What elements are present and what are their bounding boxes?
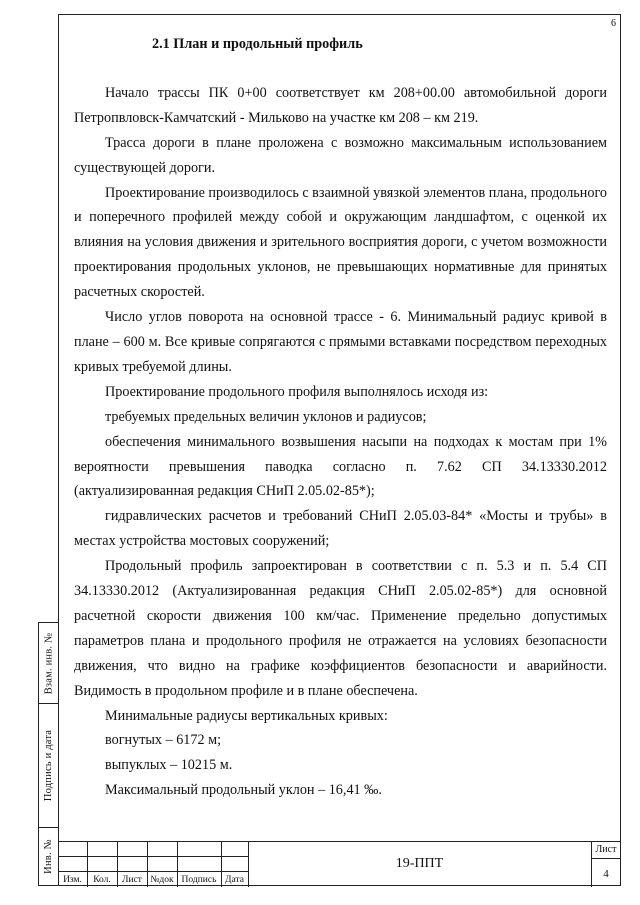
paragraph: вогнутых – 6172 м; (105, 732, 222, 749)
section-heading: 2.1 План и продольный профиль (152, 36, 363, 52)
sheet-number: 4 (603, 868, 609, 880)
document-body (74, 32, 607, 803)
stamp-vzam-inv (38, 622, 58, 704)
paragraph: Минимальные радиусы вертикальных кривых: (105, 707, 388, 724)
paragraph: Трасса дороги в плане проложена с возможно максимальным использованием существующей дороги. (74, 134, 607, 176)
paragraph: требуемых предельных величин уклонов и радиусов; (105, 408, 427, 425)
sheet-divider-line (591, 858, 621, 859)
title-block (58, 841, 621, 886)
paragraph: обеспечения минимального возвышения насыпи на подходах к мостам при 1% вероятности превышения паводка согласно п. 7.62 СП 34.13330.2012 (актуализированная редакция СНиП 2.05.02-85*); (74, 433, 607, 500)
paragraph: Число углов поворота на основной трассе - 6. Минимальный радиус кривой в плане – 600 м. Все кривые сопрягаются с прямыми вставками посредством переходных кривых требуемой длины. (74, 309, 607, 375)
stamp-inv-label: Инв. № (43, 839, 55, 874)
col-podpis: Подпись (181, 875, 217, 885)
col-izm: Изм. (63, 875, 82, 885)
stamp-inv (38, 827, 58, 886)
col-ndok: №док (150, 875, 174, 885)
sheet-label: Лист (595, 844, 617, 855)
stamp-vzam-inv-label: Взам. инв. № (43, 632, 55, 694)
paragraph: Проектирование продольного профиля выполнялось исходя из: (105, 383, 489, 400)
document-code: 19-ППТ (395, 856, 444, 871)
col-kol: Кол. (93, 875, 111, 885)
col-data: Дата (225, 875, 244, 885)
col-list: Лист (122, 875, 142, 885)
paragraph: выпуклых – 10215 м. (105, 757, 233, 774)
stamp-podpis-data (38, 703, 58, 828)
paragraph: Начало трассы ПК 0+00 соответствует км 208+00.00 автомобильной дороги Петропвловск-Камчатский - Мильково на участке км 208 – км 219. (74, 84, 607, 126)
paragraph: гидравлических расчетов и требований СНиП 2.05.03-84* «Мосты и трубы» в местах устройства мостовых сооружений; (74, 508, 607, 550)
paragraph: Максимальный продольный уклон – 16,41 ‰. (105, 782, 382, 799)
paragraph: Продольный профиль запроектирован в соответствии с п. 5.3 и п. 5.4 СП 34.13330.2012 (Актуализированная редакция СНиП 2.05.02-85*) для основной расчетной скорости движения 100 км/час. Применение предельно допустимых параметров плана и продольного профиля не отражается на условиях безопасности движения, что видно на графике коэффициентов безопасности и аварийности. Видимость в продольном профиле и в плане обеспечена. (74, 558, 607, 699)
paragraph: Проектирование производилось с взаимной увязкой элементов плана, продольного и поперечного профилей между собой и окружающим ландшафтом, с оценкой их влияния на условия движения и зрительного восприятия дороги, с учетом возможности проектирования продольных уклонов, не превышающих нормативные для принятых расчетных скоростей. (74, 184, 607, 301)
page-number: 6 (611, 18, 616, 29)
stamp-podpis-label: Подпись и дата (43, 729, 54, 802)
